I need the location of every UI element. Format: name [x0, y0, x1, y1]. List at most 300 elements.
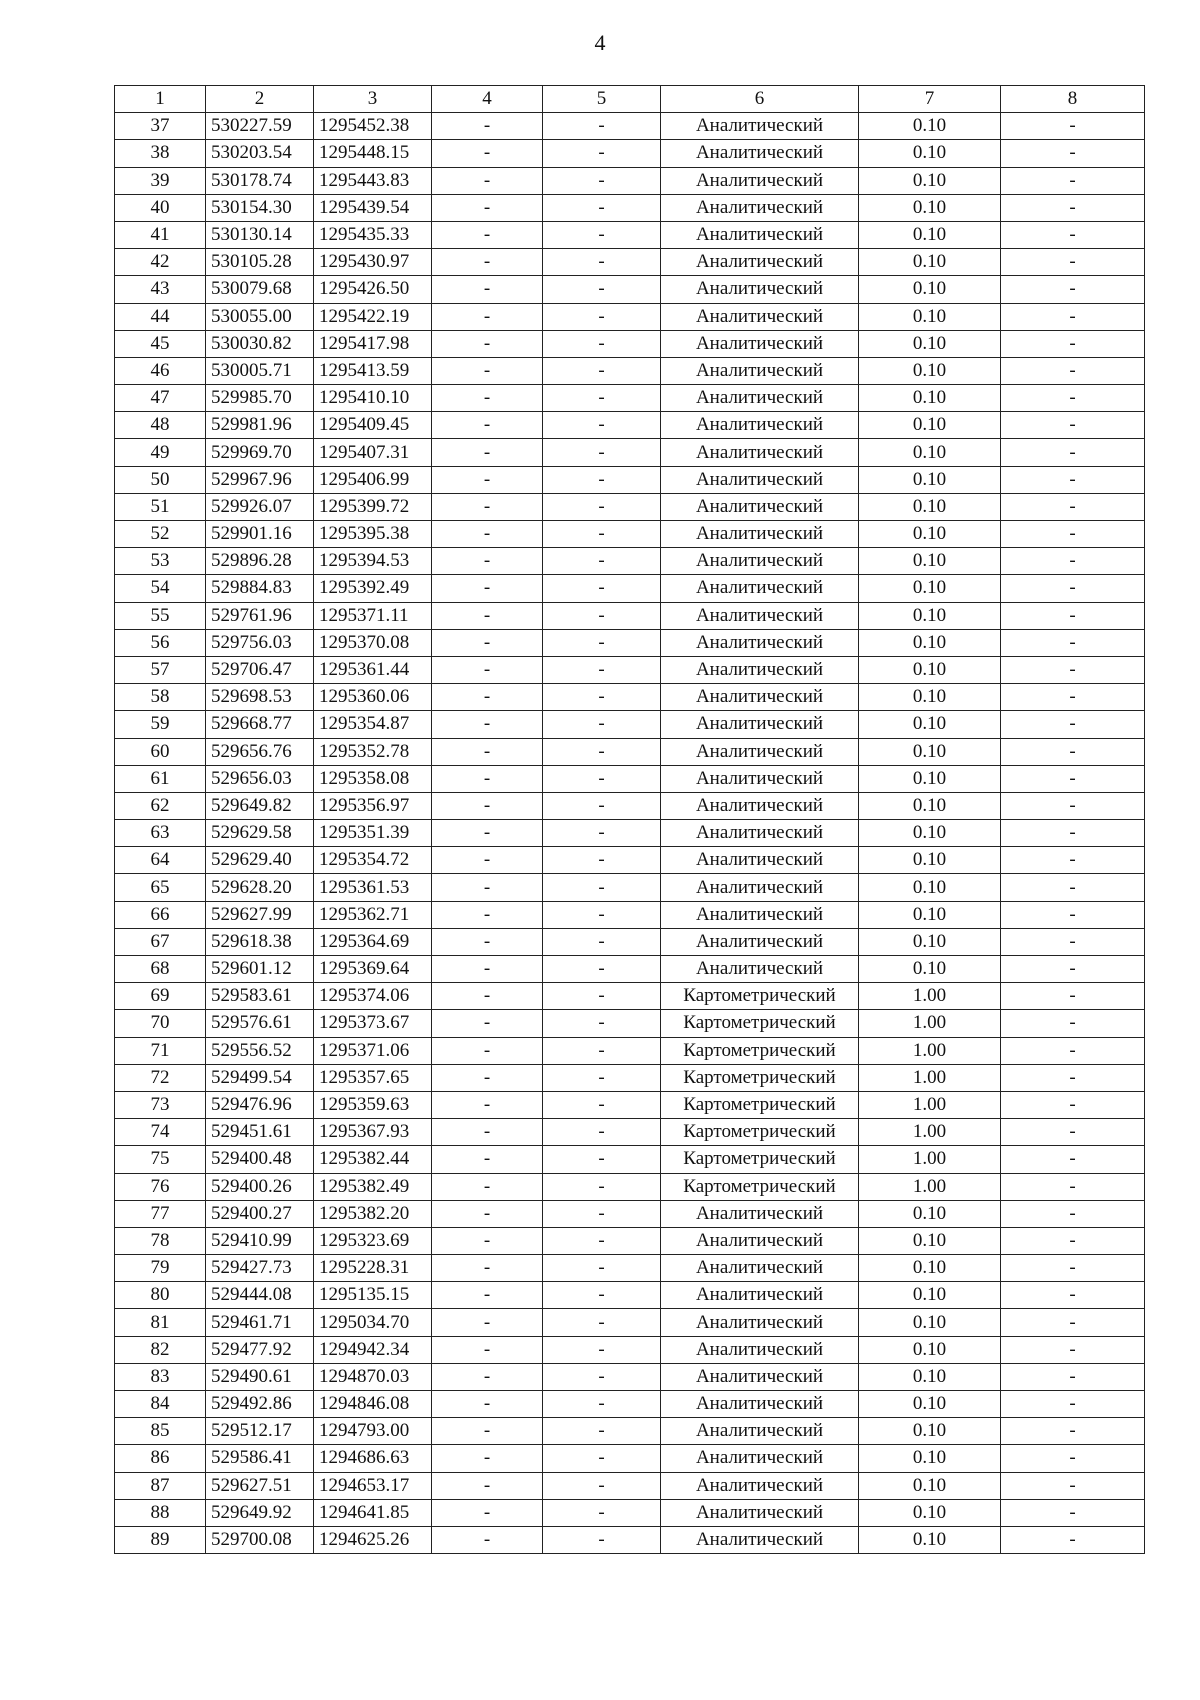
- table-row: [115, 1064, 1145, 1091]
- coordinate-x-cell: 529618.38: [206, 928, 314, 955]
- coordinate-y-cell: 1295382.49: [314, 1173, 432, 1200]
- coordinate-y-cell: 1295228.31: [314, 1255, 432, 1282]
- coordinate-x-cell: 529649.82: [206, 792, 314, 819]
- coordinate-x-cell: 530130.14: [206, 221, 314, 248]
- accuracy-cell: 0.10: [859, 820, 1001, 847]
- column-4-value-cell: -: [432, 1445, 543, 1472]
- column-8-value-cell: -: [1001, 1227, 1145, 1254]
- method-cell: Аналитический: [661, 1472, 859, 1499]
- coordinate-y-cell: 1295370.08: [314, 629, 432, 656]
- column-5-value-cell: -: [543, 1418, 661, 1445]
- column-5-value-cell: -: [543, 1309, 661, 1336]
- table-row: [115, 385, 1145, 412]
- coordinate-y-cell: 1295373.67: [314, 1010, 432, 1037]
- point-number-cell: 70: [115, 1010, 206, 1037]
- column-8-value-cell: -: [1001, 1037, 1145, 1064]
- column-4-value-cell: -: [432, 303, 543, 330]
- accuracy-cell: 0.10: [859, 493, 1001, 520]
- coordinate-y-cell: 1295362.71: [314, 901, 432, 928]
- column-5-value-cell: -: [543, 1499, 661, 1526]
- column-4-value-cell: -: [432, 466, 543, 493]
- coordinate-x-cell: 529490.61: [206, 1363, 314, 1390]
- accuracy-cell: 0.10: [859, 575, 1001, 602]
- accuracy-cell: 0.10: [859, 1499, 1001, 1526]
- point-number-cell: 82: [115, 1336, 206, 1363]
- column-8-value-cell: -: [1001, 385, 1145, 412]
- point-number-cell: 56: [115, 629, 206, 656]
- column-8-value-cell: -: [1001, 1391, 1145, 1418]
- table-row: [115, 656, 1145, 683]
- point-number-cell: 46: [115, 357, 206, 384]
- coordinate-y-cell: 1295360.06: [314, 684, 432, 711]
- column-5-value-cell: -: [543, 575, 661, 602]
- point-number-cell: 59: [115, 711, 206, 738]
- point-number-cell: 64: [115, 847, 206, 874]
- column-8-value-cell: -: [1001, 466, 1145, 493]
- column-5-value-cell: -: [543, 792, 661, 819]
- coordinate-y-cell: 1295034.70: [314, 1309, 432, 1336]
- column-5-value-cell: -: [543, 221, 661, 248]
- method-cell: Аналитический: [661, 684, 859, 711]
- method-cell: Аналитический: [661, 1200, 859, 1227]
- table-row: [115, 792, 1145, 819]
- column-5-value-cell: -: [543, 602, 661, 629]
- column-5-value-cell: -: [543, 493, 661, 520]
- column-8-value-cell: -: [1001, 820, 1145, 847]
- method-cell: Аналитический: [661, 385, 859, 412]
- coordinate-x-cell: 529656.03: [206, 765, 314, 792]
- coordinate-y-cell: 1295358.08: [314, 765, 432, 792]
- coordinate-y-cell: 1295422.19: [314, 303, 432, 330]
- coordinate-x-cell: 530005.71: [206, 357, 314, 384]
- coordinate-x-cell: 530079.68: [206, 276, 314, 303]
- method-cell: Аналитический: [661, 602, 859, 629]
- accuracy-cell: 1.00: [859, 1010, 1001, 1037]
- column-4-value-cell: -: [432, 1091, 543, 1118]
- column-4-value-cell: -: [432, 548, 543, 575]
- method-cell: Аналитический: [661, 357, 859, 384]
- column-header-3: 3: [314, 86, 432, 113]
- accuracy-cell: 0.10: [859, 221, 1001, 248]
- point-number-cell: 73: [115, 1091, 206, 1118]
- accuracy-cell: 1.00: [859, 1146, 1001, 1173]
- coordinate-y-cell: 1295361.44: [314, 656, 432, 683]
- accuracy-cell: 0.10: [859, 901, 1001, 928]
- method-cell: Аналитический: [661, 874, 859, 901]
- method-cell: Аналитический: [661, 1363, 859, 1390]
- column-8-value-cell: -: [1001, 738, 1145, 765]
- point-number-cell: 62: [115, 792, 206, 819]
- accuracy-cell: 1.00: [859, 1119, 1001, 1146]
- table-row: [115, 602, 1145, 629]
- accuracy-cell: 0.10: [859, 1336, 1001, 1363]
- table-row: [115, 1336, 1145, 1363]
- column-8-value-cell: -: [1001, 1200, 1145, 1227]
- table-row: [115, 194, 1145, 221]
- accuracy-cell: 0.10: [859, 357, 1001, 384]
- coordinate-x-cell: 529512.17: [206, 1418, 314, 1445]
- column-8-value-cell: -: [1001, 602, 1145, 629]
- column-8-value-cell: -: [1001, 1064, 1145, 1091]
- method-cell: Аналитический: [661, 276, 859, 303]
- column-4-value-cell: -: [432, 1391, 543, 1418]
- column-4-value-cell: -: [432, 1255, 543, 1282]
- coordinate-x-cell: 530178.74: [206, 167, 314, 194]
- column-4-value-cell: -: [432, 1200, 543, 1227]
- method-cell: Аналитический: [661, 575, 859, 602]
- coordinate-y-cell: 1295374.06: [314, 983, 432, 1010]
- table-row: [115, 847, 1145, 874]
- accuracy-cell: 0.10: [859, 439, 1001, 466]
- column-4-value-cell: -: [432, 249, 543, 276]
- column-8-value-cell: -: [1001, 1309, 1145, 1336]
- method-cell: Аналитический: [661, 303, 859, 330]
- column-4-value-cell: -: [432, 1472, 543, 1499]
- accuracy-cell: 0.10: [859, 629, 1001, 656]
- table-row: [115, 1418, 1145, 1445]
- column-4-value-cell: -: [432, 928, 543, 955]
- coordinate-y-cell: 1294846.08: [314, 1391, 432, 1418]
- column-4-value-cell: -: [432, 711, 543, 738]
- coordinate-y-cell: 1295352.78: [314, 738, 432, 765]
- method-cell: Аналитический: [661, 1391, 859, 1418]
- coordinate-y-cell: 1295392.49: [314, 575, 432, 602]
- method-cell: Аналитический: [661, 493, 859, 520]
- column-4-value-cell: -: [432, 521, 543, 548]
- method-cell: Аналитический: [661, 656, 859, 683]
- accuracy-cell: 0.10: [859, 466, 1001, 493]
- column-4-value-cell: -: [432, 983, 543, 1010]
- coordinate-x-cell: 529451.61: [206, 1119, 314, 1146]
- accuracy-cell: 0.10: [859, 792, 1001, 819]
- point-number-cell: 83: [115, 1363, 206, 1390]
- point-number-cell: 81: [115, 1309, 206, 1336]
- column-4-value-cell: -: [432, 792, 543, 819]
- column-8-value-cell: -: [1001, 983, 1145, 1010]
- point-number-cell: 44: [115, 303, 206, 330]
- point-number-cell: 48: [115, 412, 206, 439]
- accuracy-cell: 0.10: [859, 385, 1001, 412]
- column-8-value-cell: -: [1001, 412, 1145, 439]
- column-5-value-cell: -: [543, 1146, 661, 1173]
- point-number-cell: 84: [115, 1391, 206, 1418]
- table-row: [115, 412, 1145, 439]
- point-number-cell: 66: [115, 901, 206, 928]
- column-4-value-cell: -: [432, 140, 543, 167]
- accuracy-cell: 0.10: [859, 1391, 1001, 1418]
- column-8-value-cell: -: [1001, 1363, 1145, 1390]
- accuracy-cell: 0.10: [859, 602, 1001, 629]
- column-4-value-cell: -: [432, 956, 543, 983]
- table-row: [115, 1173, 1145, 1200]
- column-5-value-cell: -: [543, 711, 661, 738]
- accuracy-cell: 0.10: [859, 1282, 1001, 1309]
- accuracy-cell: 1.00: [859, 1037, 1001, 1064]
- table-row: [115, 113, 1145, 140]
- table-row: [115, 711, 1145, 738]
- coordinate-x-cell: 529410.99: [206, 1227, 314, 1254]
- column-5-value-cell: -: [543, 956, 661, 983]
- table-row: [115, 1146, 1145, 1173]
- point-number-cell: 45: [115, 330, 206, 357]
- column-4-value-cell: -: [432, 357, 543, 384]
- method-cell: Аналитический: [661, 330, 859, 357]
- column-5-value-cell: -: [543, 113, 661, 140]
- table-row: [115, 983, 1145, 1010]
- accuracy-cell: 0.10: [859, 1363, 1001, 1390]
- table-row: [115, 901, 1145, 928]
- coordinate-y-cell: 1295359.63: [314, 1091, 432, 1118]
- coordinate-y-cell: 1295371.06: [314, 1037, 432, 1064]
- column-5-value-cell: -: [543, 412, 661, 439]
- column-5-value-cell: -: [543, 1064, 661, 1091]
- point-number-cell: 52: [115, 521, 206, 548]
- point-number-cell: 60: [115, 738, 206, 765]
- accuracy-cell: 0.10: [859, 303, 1001, 330]
- point-number-cell: 50: [115, 466, 206, 493]
- method-cell: Аналитический: [661, 765, 859, 792]
- method-cell: Аналитический: [661, 1445, 859, 1472]
- column-8-value-cell: -: [1001, 1010, 1145, 1037]
- point-number-cell: 54: [115, 575, 206, 602]
- column-5-value-cell: -: [543, 439, 661, 466]
- table-row: [115, 276, 1145, 303]
- method-cell: Аналитический: [661, 249, 859, 276]
- method-cell: Аналитический: [661, 956, 859, 983]
- coordinate-x-cell: 530227.59: [206, 113, 314, 140]
- point-number-cell: 58: [115, 684, 206, 711]
- column-8-value-cell: -: [1001, 1336, 1145, 1363]
- column-5-value-cell: -: [543, 1282, 661, 1309]
- accuracy-cell: 1.00: [859, 1064, 1001, 1091]
- method-cell: Аналитический: [661, 113, 859, 140]
- column-4-value-cell: -: [432, 1499, 543, 1526]
- point-number-cell: 77: [115, 1200, 206, 1227]
- column-header-2: 2: [206, 86, 314, 113]
- column-4-value-cell: -: [432, 575, 543, 602]
- coordinate-y-cell: 1294653.17: [314, 1472, 432, 1499]
- column-5-value-cell: -: [543, 1526, 661, 1553]
- point-number-cell: 61: [115, 765, 206, 792]
- coordinate-y-cell: 1294686.63: [314, 1445, 432, 1472]
- table-row: [115, 221, 1145, 248]
- column-8-value-cell: -: [1001, 1091, 1145, 1118]
- coordinate-y-cell: 1295354.87: [314, 711, 432, 738]
- column-5-value-cell: -: [543, 1091, 661, 1118]
- point-number-cell: 41: [115, 221, 206, 248]
- method-cell: Аналитический: [661, 1255, 859, 1282]
- coordinate-y-cell: 1295399.72: [314, 493, 432, 520]
- column-5-value-cell: -: [543, 303, 661, 330]
- column-4-value-cell: -: [432, 276, 543, 303]
- coordinate-y-cell: 1295351.39: [314, 820, 432, 847]
- accuracy-cell: 0.10: [859, 765, 1001, 792]
- method-cell: Аналитический: [661, 439, 859, 466]
- column-5-value-cell: -: [543, 1037, 661, 1064]
- column-4-value-cell: -: [432, 1526, 543, 1553]
- column-8-value-cell: -: [1001, 493, 1145, 520]
- column-4-value-cell: -: [432, 820, 543, 847]
- point-number-cell: 51: [115, 493, 206, 520]
- table-row: [115, 684, 1145, 711]
- coordinate-y-cell: 1295410.10: [314, 385, 432, 412]
- coordinate-y-cell: 1294942.34: [314, 1336, 432, 1363]
- point-number-cell: 43: [115, 276, 206, 303]
- column-8-value-cell: -: [1001, 221, 1145, 248]
- point-number-cell: 88: [115, 1499, 206, 1526]
- table-row: [115, 1255, 1145, 1282]
- coordinate-y-cell: 1295435.33: [314, 221, 432, 248]
- point-number-cell: 39: [115, 167, 206, 194]
- point-number-cell: 55: [115, 602, 206, 629]
- accuracy-cell: 0.10: [859, 711, 1001, 738]
- method-cell: Аналитический: [661, 140, 859, 167]
- column-8-value-cell: -: [1001, 1499, 1145, 1526]
- column-5-value-cell: -: [543, 1445, 661, 1472]
- table-row: [115, 330, 1145, 357]
- point-number-cell: 87: [115, 1472, 206, 1499]
- method-cell: Аналитический: [661, 629, 859, 656]
- column-header-1: 1: [115, 86, 206, 113]
- point-number-cell: 40: [115, 194, 206, 221]
- column-5-value-cell: -: [543, 928, 661, 955]
- table-row: [115, 1363, 1145, 1390]
- column-5-value-cell: -: [543, 629, 661, 656]
- method-cell: Аналитический: [661, 412, 859, 439]
- point-number-cell: 65: [115, 874, 206, 901]
- table-row: [115, 1227, 1145, 1254]
- column-5-value-cell: -: [543, 684, 661, 711]
- coordinate-x-cell: 529400.27: [206, 1200, 314, 1227]
- column-5-value-cell: -: [543, 1200, 661, 1227]
- accuracy-cell: 0.10: [859, 249, 1001, 276]
- column-4-value-cell: -: [432, 847, 543, 874]
- point-number-cell: 47: [115, 385, 206, 412]
- coordinate-y-cell: 1295323.69: [314, 1227, 432, 1254]
- column-5-value-cell: -: [543, 983, 661, 1010]
- column-5-value-cell: -: [543, 1472, 661, 1499]
- point-number-cell: 68: [115, 956, 206, 983]
- coordinate-x-cell: 529756.03: [206, 629, 314, 656]
- table-row: [115, 1282, 1145, 1309]
- table-row: [115, 820, 1145, 847]
- column-4-value-cell: -: [432, 629, 543, 656]
- point-number-cell: 89: [115, 1526, 206, 1553]
- table-row: [115, 493, 1145, 520]
- method-cell: Аналитический: [661, 1336, 859, 1363]
- accuracy-cell: 1.00: [859, 983, 1001, 1010]
- coordinate-x-cell: 530105.28: [206, 249, 314, 276]
- accuracy-cell: 0.10: [859, 167, 1001, 194]
- coordinate-x-cell: 529444.08: [206, 1282, 314, 1309]
- method-cell: Картометрический: [661, 1119, 859, 1146]
- column-8-value-cell: -: [1001, 521, 1145, 548]
- point-number-cell: 69: [115, 983, 206, 1010]
- method-cell: Аналитический: [661, 1526, 859, 1553]
- table-row: [115, 439, 1145, 466]
- coordinate-x-cell: 529583.61: [206, 983, 314, 1010]
- coordinate-y-cell: 1295406.99: [314, 466, 432, 493]
- coordinate-x-cell: 529627.99: [206, 901, 314, 928]
- method-cell: Аналитический: [661, 466, 859, 493]
- column-4-value-cell: -: [432, 1227, 543, 1254]
- table-row: [115, 956, 1145, 983]
- column-8-value-cell: -: [1001, 249, 1145, 276]
- column-8-value-cell: -: [1001, 1282, 1145, 1309]
- column-5-value-cell: -: [543, 167, 661, 194]
- column-8-value-cell: -: [1001, 684, 1145, 711]
- column-8-value-cell: -: [1001, 711, 1145, 738]
- method-cell: Аналитический: [661, 1227, 859, 1254]
- column-4-value-cell: -: [432, 684, 543, 711]
- column-5-value-cell: -: [543, 1227, 661, 1254]
- column-4-value-cell: -: [432, 167, 543, 194]
- table-header-row: [115, 86, 1145, 113]
- column-8-value-cell: -: [1001, 1526, 1145, 1553]
- coordinate-x-cell: 529926.07: [206, 493, 314, 520]
- table-row: [115, 1091, 1145, 1118]
- coordinate-y-cell: 1295417.98: [314, 330, 432, 357]
- column-5-value-cell: -: [543, 820, 661, 847]
- accuracy-cell: 1.00: [859, 1173, 1001, 1200]
- coordinate-y-cell: 1295426.50: [314, 276, 432, 303]
- column-4-value-cell: -: [432, 194, 543, 221]
- column-4-value-cell: -: [432, 439, 543, 466]
- accuracy-cell: 0.10: [859, 656, 1001, 683]
- table-row: [115, 1445, 1145, 1472]
- method-cell: Аналитический: [661, 167, 859, 194]
- coordinate-x-cell: 529656.76: [206, 738, 314, 765]
- accuracy-cell: 0.10: [859, 1200, 1001, 1227]
- column-5-value-cell: -: [543, 901, 661, 928]
- coordinate-x-cell: 529627.51: [206, 1472, 314, 1499]
- accuracy-cell: 0.10: [859, 738, 1001, 765]
- column-5-value-cell: -: [543, 466, 661, 493]
- column-4-value-cell: -: [432, 1173, 543, 1200]
- accuracy-cell: 0.10: [859, 1472, 1001, 1499]
- coordinate-x-cell: 530203.54: [206, 140, 314, 167]
- point-number-cell: 85: [115, 1418, 206, 1445]
- coordinate-x-cell: 529601.12: [206, 956, 314, 983]
- method-cell: Аналитический: [661, 548, 859, 575]
- accuracy-cell: 0.10: [859, 1526, 1001, 1553]
- point-number-cell: 78: [115, 1227, 206, 1254]
- accuracy-cell: 0.10: [859, 113, 1001, 140]
- method-cell: Картометрический: [661, 1173, 859, 1200]
- page-number: 4: [594, 30, 606, 55]
- column-8-value-cell: -: [1001, 276, 1145, 303]
- point-number-cell: 74: [115, 1119, 206, 1146]
- point-number-cell: 63: [115, 820, 206, 847]
- column-8-value-cell: -: [1001, 847, 1145, 874]
- point-number-cell: 42: [115, 249, 206, 276]
- column-8-value-cell: -: [1001, 303, 1145, 330]
- coordinate-y-cell: 1295395.38: [314, 521, 432, 548]
- column-8-value-cell: -: [1001, 901, 1145, 928]
- column-8-value-cell: -: [1001, 656, 1145, 683]
- coordinate-x-cell: 529556.52: [206, 1037, 314, 1064]
- method-cell: Картометрический: [661, 1064, 859, 1091]
- column-5-value-cell: -: [543, 330, 661, 357]
- table-row: [115, 629, 1145, 656]
- coordinate-y-cell: 1294793.00: [314, 1418, 432, 1445]
- column-5-value-cell: -: [543, 738, 661, 765]
- point-number-cell: 75: [115, 1146, 206, 1173]
- column-header-6: 6: [661, 86, 859, 113]
- table-row: [115, 928, 1145, 955]
- point-number-cell: 57: [115, 656, 206, 683]
- column-8-value-cell: -: [1001, 357, 1145, 384]
